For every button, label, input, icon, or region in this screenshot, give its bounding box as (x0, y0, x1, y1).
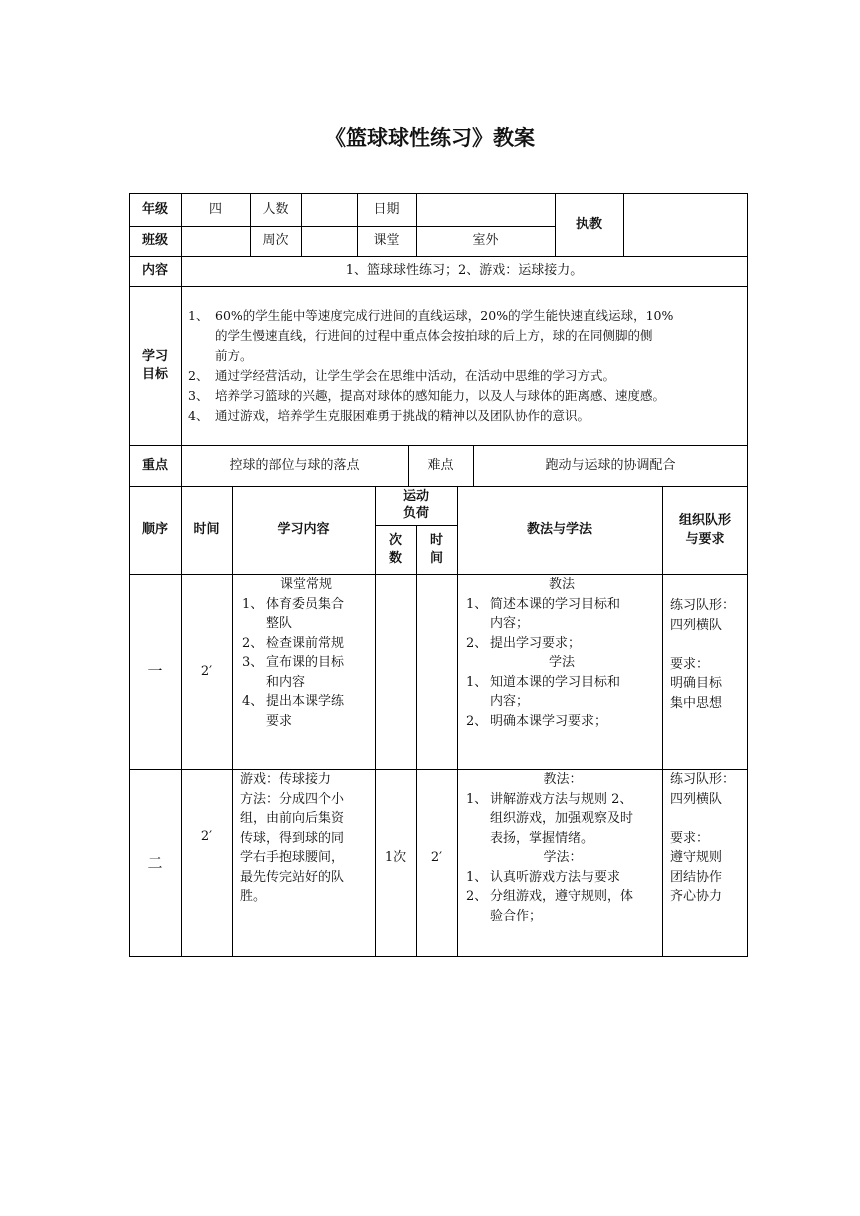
row-1-content: 课堂常规 1、 体育委员集合 整队 2、 检查课前常规 3、 宣布课的目标 和内容 4、 提出本课学练 要求 (242, 575, 370, 731)
list-item: 1、 简述本课的学习目标和 内容； (466, 596, 621, 631)
lesson-value: 室外 (472, 233, 499, 249)
column-content: 学习内容 (277, 522, 330, 538)
difficulty-value: 跑动与运球的协调配合 (545, 457, 676, 473)
row-1-organization: 练习队形： 四列横队 要求： 明确目标 集中思想 (670, 598, 736, 711)
count-value (301, 193, 357, 226)
column-organization: 组织队形 与要求 (678, 512, 731, 547)
content-value: 1、篮球球性练习；2、游戏：运球接力。 (345, 263, 584, 279)
list-item: 2、 分组游戏，遵守规则，体 验合作； (466, 889, 634, 924)
column-method: 教法与学法 (526, 522, 592, 538)
class-value (181, 226, 250, 256)
list-item: 2、 检查课前常规 (242, 635, 345, 651)
list-item: 1、 讲解游戏方法与规则 2、 组织游戏，加强观察及时 表扬，掌握情绪。 (466, 791, 634, 846)
column-order: 顺序 (141, 522, 168, 538)
list-item: 2、 提出学习要求； (466, 635, 582, 651)
list-item: 4、 提出本课学练 要求 (242, 694, 345, 729)
class-label: 班级 (141, 233, 168, 249)
teacher-label: 执教 (575, 216, 602, 232)
row-1-load-count (375, 574, 416, 769)
column-load: 运动 负荷 (402, 489, 429, 521)
row-2-content: 游戏：传球接力 方法：分成四个小 组，由前向后集资 传球，得到球的同 学右手抱球腰间， 最先传完站好的队 胜。 (240, 772, 345, 904)
focus-value: 控球的部位与球的落点 (229, 457, 360, 473)
list-item: 1、 知道本课的学习目标和 内容； (466, 674, 621, 709)
week-label: 周次 (262, 233, 289, 249)
focus-label: 重点 (141, 457, 168, 473)
teacher-value (623, 193, 748, 256)
row-2-load-count: 1次 (384, 850, 407, 866)
grade-value: 四 (208, 201, 222, 217)
objectives-label: 学习 目标 (141, 348, 168, 382)
grade-label: 年级 (141, 201, 168, 217)
row-1-method: 教法 1、 简述本课的学习目标和 内容； 2、 提出学习要求； 学法 1、 知道本课的学习目标和 内容； 2、 明确本课学习要求； (466, 575, 658, 731)
list-item: 1、 认真听游戏方法与要求 (466, 869, 621, 885)
row-2-order: 二 (147, 853, 163, 872)
column-time: 时间 (193, 522, 220, 538)
row-1-order: 一 (147, 662, 163, 681)
objective-item: 3、 培养学习篮球的兴趣，提高对球体的感知能力，以及人与球体的距离感、速度感。 (188, 388, 666, 403)
row-2-method: 教法： 1、 讲解游戏方法与规则 2、 组织游戏，加强观察及时 表扬，掌握情绪。 学法： 1、 认真听游戏方法与要求 2、 分组游戏，遵守规则，体 验合作； (466, 770, 660, 926)
row-1-load-time (416, 574, 457, 769)
row-1-time: 2′ (200, 663, 213, 679)
objective-item: 4、 通过游戏，培养学生克服困难勇于挑战的精神以及团队协作的意识。 (188, 408, 591, 423)
column-load-count: 次 数 (388, 532, 402, 566)
list-item: 1、 体育委员集合 整队 (242, 596, 345, 631)
row-2-time: 2′ (200, 829, 213, 845)
list-item: 3、 宣布课的目标 和内容 (242, 655, 345, 690)
content-label: 内容 (141, 263, 168, 279)
objective-item: 1、 60%的学生能中等速度完成行进间的直线运球，20%的学生能快速直线运球，10% 的学生慢速直线，行进间的过程中重点体会按拍球的后上方，球的在同侧脚的侧 前方。 (188, 308, 674, 363)
column-load-time: 时 间 (429, 532, 443, 566)
objectives-list (188, 306, 744, 426)
difficulty-label: 难点 (427, 457, 454, 473)
list-item: 2、 明确本课学习要求； (466, 713, 608, 729)
week-value (301, 226, 357, 256)
objective-item: 2、 通过学经营活动，让学生学会在思维中活动，在活动中思维的学习方式。 (188, 368, 616, 383)
date-value (416, 193, 555, 226)
count-label: 人数 (262, 201, 289, 217)
lesson-label: 课堂 (373, 233, 400, 249)
date-label: 日期 (373, 201, 400, 217)
row-2-organization: 练习队形： 四列横队 要求： 遵守规则 团结协作 齐心协力 (670, 772, 736, 904)
row-2-load-time: 2′ (430, 850, 443, 866)
page-title: 《篮球球性练习》教案 (325, 126, 535, 150)
